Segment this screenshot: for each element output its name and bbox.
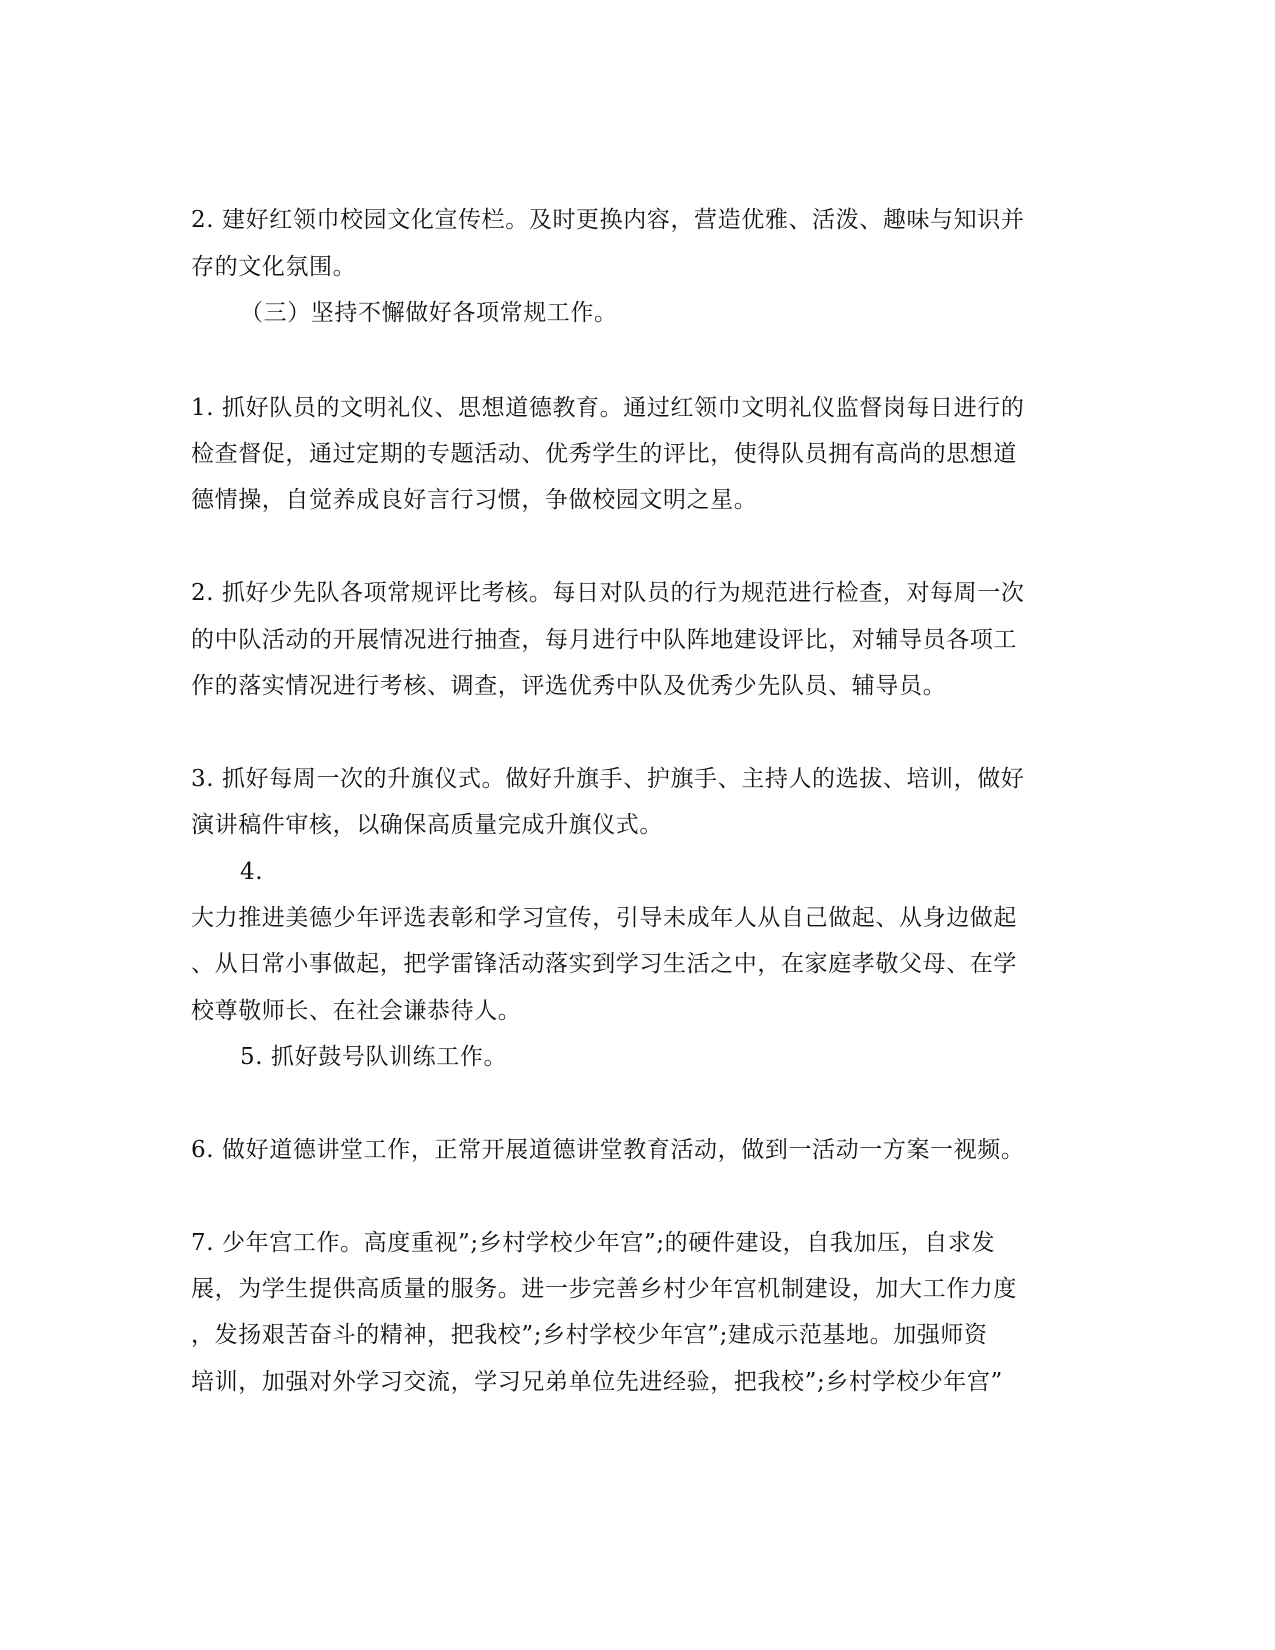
item-7-line-4: 培训，加强对外学习交流，学习兄弟单位先进经验，把我校”;乡村学校少年宫” bbox=[191, 1369, 1003, 1395]
item-1-line-1: 1. 抓好队员的文明礼仪、思想道德教育。通过红领巾文明礼仪监督岗每日进行的 bbox=[191, 395, 1025, 421]
item-1-line-3: 德情操，自觉养成良好言行习惯，争做校园文明之星。 bbox=[191, 487, 758, 513]
item-5: 5. 抓好鼓号队训练工作。 bbox=[240, 1044, 508, 1070]
item-4-line-3: 校尊敬师长、在社会谦恭待人。 bbox=[191, 998, 522, 1024]
paragraph-2-line-1: 2. 建好红领巾校园文化宣传栏。及时更换内容，营造优雅、活泼、趣味与知识并 bbox=[191, 207, 1025, 233]
item-7-line-1: 7. 少年宫工作。高度重视”;乡村学校少年宫”;的硬件建设，自我加压，自求发 bbox=[191, 1230, 996, 1256]
section-heading-3: （三）坚持不懈做好各项常规工作。 bbox=[240, 300, 618, 326]
item-7-line-2: 展，为学生提供高质量的服务。进一步完善乡村少年宫机制建设，加大工作力度 bbox=[191, 1276, 1017, 1302]
paragraph-2-line-2: 存的文化氛围。 bbox=[191, 254, 357, 280]
item-6: 6. 做好道德讲堂工作，正常开展道德讲堂教育活动，做到一活动一方案一视频。 bbox=[191, 1137, 1025, 1163]
item-7-line-3: ，发扬艰苦奋斗的精神，把我校”;乡村学校少年宫”;建成示范基地。加强师资 bbox=[191, 1322, 988, 1348]
item-4-line-1: 大力推进美德少年评选表彰和学习宣传，引导未成年人从自己做起、从身边做起 bbox=[191, 905, 1017, 931]
item-4-line-2: 、从日常小事做起，把学雷锋活动落实到学习生活之中，在家庭孝敬父母、在学 bbox=[191, 951, 1017, 977]
item-3-line-1: 3. 抓好每周一次的升旗仪式。做好升旗手、护旗手、主持人的选拔、培训，做好 bbox=[191, 766, 1025, 792]
item-2-line-3: 作的落实情况进行考核、调查，评选优秀中队及优秀少先队员、辅导员。 bbox=[191, 673, 947, 699]
item-3-line-2: 演讲稿件审核，以确保高质量完成升旗仪式。 bbox=[191, 812, 663, 838]
item-1-line-2: 检查督促，通过定期的专题活动、优秀学生的评比，使得队员拥有高尚的思想道 bbox=[191, 441, 1017, 467]
item-4-number: 4. bbox=[240, 859, 264, 885]
item-2-line-1: 2. 抓好少先队各项常规评比考核。每日对队员的行为规范进行检查，对每周一次 bbox=[191, 580, 1025, 606]
item-2-line-2: 的中队活动的开展情况进行抽查，每月进行中队阵地建设评比，对辅导员各项工 bbox=[191, 627, 1017, 653]
